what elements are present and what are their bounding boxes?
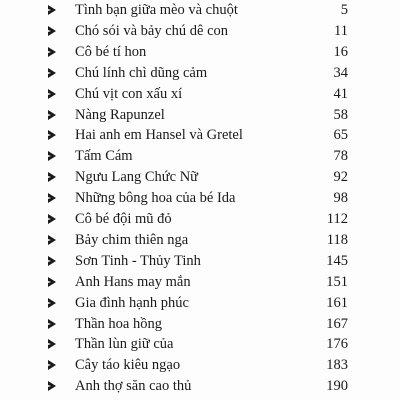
toc-title: Gia đình hạnh phúc xyxy=(75,294,189,311)
toc-page-number: 65 xyxy=(333,127,348,144)
toc-title: Anh Hans may mắn xyxy=(75,273,191,290)
arrow-bullet-icon xyxy=(48,151,56,161)
arrow-bullet-icon xyxy=(48,256,56,266)
toc-title: Thần lùn giữ của xyxy=(75,336,174,353)
arrow-bullet-icon xyxy=(48,89,56,99)
toc-entry xyxy=(0,84,400,104)
arrow-bullet-icon xyxy=(48,298,56,308)
toc-title: Nàng Rapunzel xyxy=(75,106,165,123)
toc-page-number: 98 xyxy=(333,190,348,207)
toc-entry xyxy=(0,146,400,166)
toc-page-number: 176 xyxy=(326,336,348,353)
arrow-bullet-icon xyxy=(48,193,56,203)
arrow-bullet-icon xyxy=(48,110,56,120)
arrow-bullet-icon xyxy=(48,339,56,349)
toc-page-number: 41 xyxy=(333,85,348,102)
toc-title: Chó sói và bảy chú dê con xyxy=(75,22,229,39)
toc-entry xyxy=(0,209,400,229)
toc-title: Tình bạn giữa mèo và chuột xyxy=(75,2,238,18)
toc-page-number: 34 xyxy=(333,64,348,81)
toc-entry xyxy=(0,188,400,208)
toc-page-number: 112 xyxy=(326,211,348,227)
toc-entry xyxy=(0,167,400,187)
toc-title: Anh thợ săn cao thủ xyxy=(75,378,192,395)
arrow-bullet-icon xyxy=(48,172,56,182)
toc-entry xyxy=(0,125,400,145)
toc-title: Cô bé đội mũ đỏ xyxy=(75,211,172,227)
arrow-bullet-icon xyxy=(48,360,56,370)
toc-title: Chú lính chì dũng cảm xyxy=(75,64,208,81)
arrow-bullet-icon xyxy=(48,214,56,224)
toc-page-number: 58 xyxy=(333,106,348,123)
toc-entry xyxy=(0,272,400,292)
toc-page-number: 11 xyxy=(334,22,348,39)
toc-entry xyxy=(0,105,400,125)
toc-entry xyxy=(0,314,400,334)
toc-entry xyxy=(0,0,400,20)
toc-page-number: 92 xyxy=(333,169,348,186)
toc-title: Tấm Cám xyxy=(75,148,133,165)
arrow-bullet-icon xyxy=(48,47,56,57)
arrow-bullet-icon xyxy=(48,277,56,287)
toc-page-number: 145 xyxy=(326,252,348,269)
arrow-bullet-icon xyxy=(48,68,56,78)
toc-entry xyxy=(0,63,400,83)
toc-entry xyxy=(0,376,400,396)
toc-page-number: 78 xyxy=(333,148,348,165)
arrow-bullet-icon xyxy=(48,5,56,15)
arrow-bullet-icon xyxy=(48,381,56,391)
toc-page-number: 151 xyxy=(326,273,348,290)
arrow-bullet-icon xyxy=(48,130,56,140)
toc-page-number: 183 xyxy=(326,357,348,374)
toc-entry xyxy=(0,251,400,271)
toc-page-number: 167 xyxy=(326,315,348,332)
toc-entry xyxy=(0,334,400,354)
toc-title: Thần hoa hồng xyxy=(75,315,162,332)
toc-page-number: 118 xyxy=(326,231,348,248)
toc-page-number: 161 xyxy=(326,294,348,311)
toc-title: Cây táo kiêu ngạo xyxy=(75,357,181,374)
toc-page-number: 5 xyxy=(340,2,348,18)
toc-page-number: 190 xyxy=(326,378,348,395)
toc-entry xyxy=(0,21,400,41)
toc-title: Những bông hoa của bé Ida xyxy=(75,190,236,207)
toc-entry xyxy=(0,230,400,250)
toc-title: Bảy chim thiên nga xyxy=(75,231,189,248)
toc-entry xyxy=(0,293,400,313)
toc-entry xyxy=(0,355,400,375)
toc-title: Ngưu Lang Chức Nữ xyxy=(75,169,199,186)
arrow-bullet-icon xyxy=(48,319,56,329)
toc-title: Hai anh em Hansel và Gretel xyxy=(75,127,243,144)
toc-title: Cô bé tí hon xyxy=(75,43,147,60)
arrow-bullet-icon xyxy=(48,235,56,245)
toc-page-number: 16 xyxy=(333,43,348,60)
toc-entry xyxy=(0,42,400,62)
toc-title: Sơn Tinh - Thủy Tinh xyxy=(75,252,201,269)
arrow-bullet-icon xyxy=(48,26,56,36)
toc-title: Chú vịt con xấu xí xyxy=(75,85,183,102)
